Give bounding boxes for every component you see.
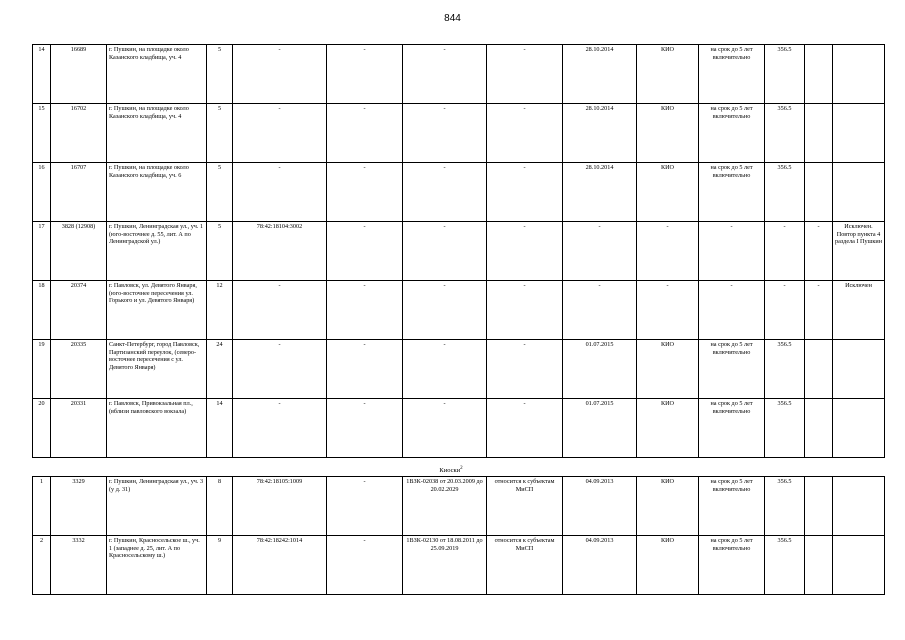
cell-c8: - [487,222,563,281]
cell-c12 [805,536,833,595]
register-table-bottom-body [33,477,885,595]
register-table-top-body [33,45,885,458]
table-row [33,281,885,340]
cell-c6: - [327,281,403,340]
cell-c7: - [403,45,487,104]
cell-id: 20331 [51,399,107,458]
cell-date: 04.09.2013 [563,477,637,536]
cell-c7: 1ВЗК-02130 от 18.08.2011 до 25.09.2019 [403,536,487,595]
cell-c8: - [487,163,563,222]
cell-cadastral: 78:42:18105:1009 [233,477,327,536]
cell-code: 356.5 [765,340,805,399]
cell-c6: - [327,104,403,163]
cell-term: - [699,222,765,281]
cell-area: 5 [207,163,233,222]
cell-area: 12 [207,281,233,340]
cell-org: КИО [637,104,699,163]
cell-org: КИО [637,399,699,458]
cell-id: 3828 (12908) [51,222,107,281]
cell-term: на срок до 5 лет включительно [699,399,765,458]
cell-c8: относится к субъектам МиСП [487,536,563,595]
cell-cadastral: 78:42:18104:3002 [233,222,327,281]
cell-address: г. Пушкин, Ленинградская ул., уч. 1 (юго-восточнее д. 55, лит. А по Ленинградской ул.) [107,222,207,281]
cell-term: на срок до 5 лет включительно [699,104,765,163]
table-row [33,399,885,458]
cell-org: КИО [637,45,699,104]
cell-address: г. Пушкин, на площадке около Казанского кладбища, уч. 4 [107,45,207,104]
cell-c8: - [487,399,563,458]
cell-c13: Исключен [833,281,885,340]
cell-c6: - [327,399,403,458]
cell-c13: Исключен. Повтор пункта 4 раздела I Пушкин [833,222,885,281]
cell-org: - [637,222,699,281]
cell-org: - [637,281,699,340]
table-row [33,104,885,163]
cell-code: - [765,222,805,281]
cell-n: 20 [33,399,51,458]
cell-c13 [833,399,885,458]
cell-c7: - [403,104,487,163]
section-title-footnote: 2 [460,466,463,471]
cell-id: 20335 [51,340,107,399]
cell-cadastral: - [233,163,327,222]
cell-code: 356.5 [765,104,805,163]
cell-code: 356.5 [765,399,805,458]
cell-n: 14 [33,45,51,104]
cell-c13 [833,477,885,536]
cell-c13 [833,45,885,104]
page-number: 844 [444,13,461,24]
cell-c8: - [487,340,563,399]
cell-code: 356.5 [765,163,805,222]
cell-c13 [833,104,885,163]
cell-c7: - [403,222,487,281]
cell-c12 [805,340,833,399]
cell-cadastral: - [233,45,327,104]
table-row [33,163,885,222]
cell-date: 04.09.2013 [563,536,637,595]
cell-area: 5 [207,222,233,281]
cell-address: г. Пушкин, Красносельское ш., уч. 1 (западнее д. 25, лит. А по Красносельскому ш.) [107,536,207,595]
cell-c13 [833,340,885,399]
cell-org: КИО [637,340,699,399]
cell-c8: относится к субъектам МиСП [487,477,563,536]
cell-id: 16702 [51,104,107,163]
cell-date: 28.10.2014 [563,163,637,222]
cell-c7: - [403,340,487,399]
cell-address: г. Пушкин, Ленинградская ул., уч. 3 (у д. 31) [107,477,207,536]
cell-area: 5 [207,104,233,163]
table-row [33,340,885,399]
cell-area: 9 [207,536,233,595]
register-table-top [32,44,885,458]
section-title-kiosks [32,465,870,475]
cell-c6: - [327,477,403,536]
cell-area: 5 [207,45,233,104]
cell-code: 356.5 [765,45,805,104]
cell-id: 20374 [51,281,107,340]
cell-n: 18 [33,281,51,340]
cell-cadastral: - [233,104,327,163]
cell-code: 356.5 [765,536,805,595]
cell-c8: - [487,45,563,104]
cell-c7: - [403,163,487,222]
cell-id: 3332 [51,536,107,595]
cell-c7: - [403,399,487,458]
cell-date: - [563,281,637,340]
cell-c7: 1ВЗК-02038 от 20.03.2009 до 20.02.2029 [403,477,487,536]
cell-c12: - [805,281,833,340]
cell-area: 14 [207,399,233,458]
cell-c13 [833,163,885,222]
cell-c6: - [327,45,403,104]
cell-address: г. Павловск, ул. Девятого Января, (юго-восточнее пересечения ул. Горького и ул. Девятого Января) [107,281,207,340]
cell-c12 [805,163,833,222]
cell-term: на срок до 5 лет включительно [699,45,765,104]
cell-area: 24 [207,340,233,399]
cell-c12: - [805,222,833,281]
cell-n: 2 [33,536,51,595]
cell-org: КИО [637,163,699,222]
cell-n: 1 [33,477,51,536]
cell-c12 [805,399,833,458]
cell-c12 [805,104,833,163]
cell-address: Санкт-Петербург, город Павловск, Партизанский переулок, (северо-восточнее пересечения с ул. Девятого Января) [107,340,207,399]
cell-term: - [699,281,765,340]
cell-c6: - [327,340,403,399]
cell-cadastral: - [233,399,327,458]
cell-term: на срок до 5 лет включительно [699,536,765,595]
cell-n: 19 [33,340,51,399]
cell-c8: - [487,104,563,163]
section-title-text: Киоски [439,467,461,475]
cell-address: г. Пушкин, на площадке около Казанского кладбища, уч. 6 [107,163,207,222]
register-table-bottom [32,476,885,595]
cell-cadastral: - [233,281,327,340]
cell-date: - [563,222,637,281]
table-row [33,222,885,281]
cell-c6: - [327,222,403,281]
cell-area: 8 [207,477,233,536]
cell-cadastral: 78:42:18242:1014 [233,536,327,595]
cell-date: 01.07.2015 [563,399,637,458]
cell-c8: - [487,281,563,340]
cell-id: 3329 [51,477,107,536]
cell-c7: - [403,281,487,340]
cell-c13 [833,536,885,595]
cell-term: на срок до 5 лет включительно [699,477,765,536]
cell-n: 15 [33,104,51,163]
cell-id: 16689 [51,45,107,104]
cell-c12 [805,477,833,536]
cell-id: 16707 [51,163,107,222]
cell-n: 16 [33,163,51,222]
table-row [33,536,885,595]
cell-date: 01.07.2015 [563,340,637,399]
cell-date: 28.10.2014 [563,45,637,104]
cell-date: 28.10.2014 [563,104,637,163]
cell-address: г. Павловск, Привокзальная пл., (вблизи павловского вокзала) [107,399,207,458]
cell-code: - [765,281,805,340]
cell-term: на срок до 5 лет включительно [699,340,765,399]
cell-c12 [805,45,833,104]
cell-c6: - [327,536,403,595]
table-row [33,477,885,536]
cell-n: 17 [33,222,51,281]
table-row [33,45,885,104]
cell-org: КИО [637,536,699,595]
cell-org: КИО [637,477,699,536]
cell-cadastral: - [233,340,327,399]
cell-c6: - [327,163,403,222]
cell-term: на срок до 5 лет включительно [699,163,765,222]
cell-code: 356.5 [765,477,805,536]
cell-address: г. Пушкин, на площадке около Казанского кладбища, уч. 4 [107,104,207,163]
